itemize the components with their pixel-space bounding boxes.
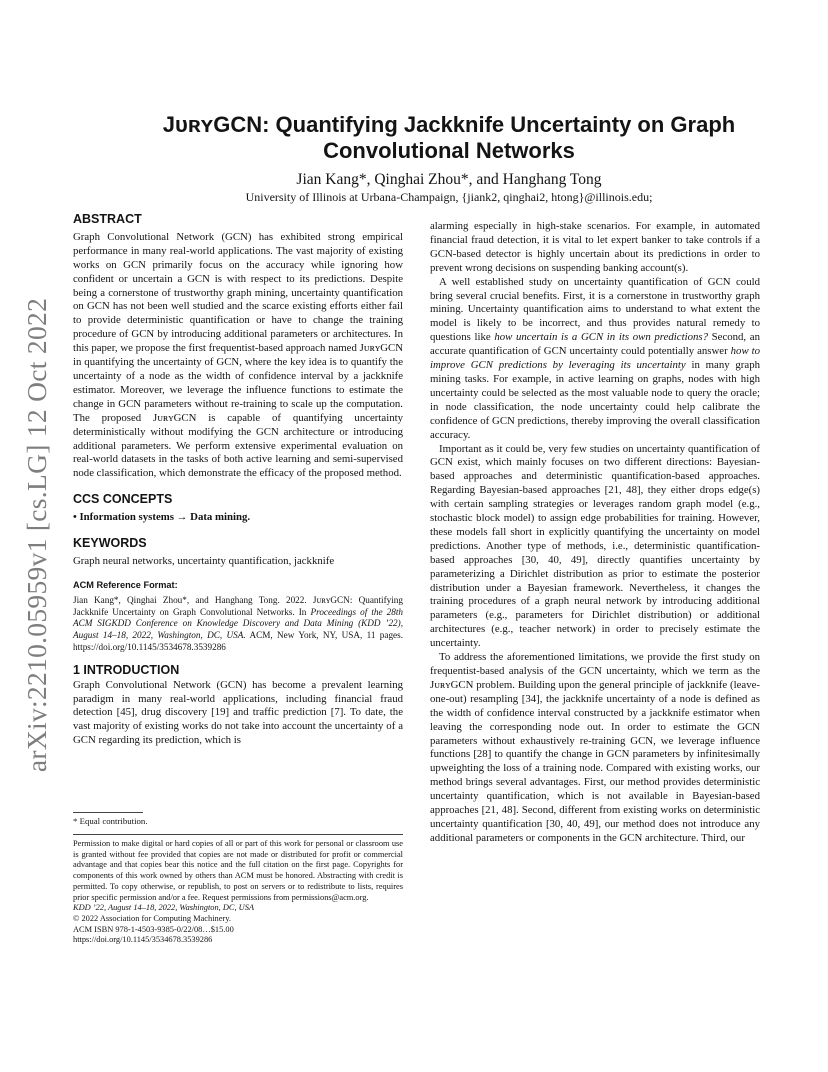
- intro-paragraph-2: [430, 276, 760, 443]
- arxiv-identifier: arXiv:2210.05959v1 [cs.LG] 12 Oct 2022: [21, 297, 52, 773]
- permission-text: Permission to make digital or hard copies of all or part of this work for personal or classroom use is granted without fee provided that copies are not made or distributed for profit or commercial advantage and that copies bear this notice and the full citation on the first page. Copyrights for components of this work owned by others than ACM must be honored. Abstracting with credit is permitted. To copy otherwise, or republish, to post on servers or to redistribute to lists, requires prior specific permission and/or a fee. Request permissions from permissions@acm.org.: [73, 839, 403, 902]
- keywords-text: Graph neural networks, uncertainty quantification, jackknife: [73, 554, 335, 567]
- left-column: [73, 213, 403, 748]
- permission-venue-text: KDD ’22, August 14–18, 2022, Washington, DC, USA: [73, 903, 255, 913]
- reference-format-heading: ACM Reference Format:: [73, 579, 178, 590]
- arxiv-sidebar: [12, 285, 62, 785]
- intro-paragraph-1: alarming especially in high-stake scenarios. For example, in automated financial fraud detection, it is vital to let expert banker to take controls if a GCN-based detector is highly uncertain about its predictions in order to prevent wrong decisions on suspending banking account(s).: [430, 220, 760, 274]
- intro-paragraph-4: To address the aforementioned limitations, we provide the first study on frequentist-based analysis of the GCN uncertainty, which we term as the JᴜʀʏGCN problem. Building upon the general principle of jackknife (leave-one-out) resampling [34], the jackknife uncertainty of a node is defined as the width of confidence interval constructed by a jackknife estimator when leaving the corresponding node out. In order to estimate the GCN parameters without exhaustively re-training GCN, we leverage influence functions [28] to quantify the change in GCN parameters by infinitesimally upweighting the loss of a training node. Compared with existing works, our method brings several advantages. First, our method provides deterministic uncertainty quantification, which is not available in Bayesian-based approaches [21, 48]. Second, different from existing works on deterministic uncertainty quantification [30, 40, 49], our method does not introduce any additional parameters or components in the GCN architecture. Third, our: [430, 651, 760, 844]
- abstract-heading: ABSTRACT: [73, 212, 142, 226]
- footnote-text: * Equal contribution.: [73, 816, 148, 826]
- intro-left-paragraph: Graph Convolutional Network (GCN) has become a prevalent learning paradigm in many real-world applications, including financial fraud detection [45], drug discovery [19] and traffic prediction [7]. To date, the vast majority of existing works do not take into account the uncertainty of a GCN regarding its prediction, which is: [73, 678, 403, 747]
- intro-p2-emphasis-1: how uncertain is a GCN in its own predictions?: [494, 331, 708, 344]
- reference-format-text: [73, 595, 403, 654]
- introduction-heading: 1 INTRODUCTION: [73, 662, 180, 677]
- intro-p2-part-a: A well established study on uncertainty quantification of GCN could bring several crucial benefits. First, it is a cornerstone in trustworthy graph mining. Uncertainty quantification aims to understand to what extent the model is likely to be incorrect, and thus provides natural remedy to questions like: [430, 275, 760, 344]
- permission-venue: [73, 903, 403, 914]
- permission-rule: [73, 834, 403, 835]
- intro-paragraph-3: Important as it could be, very few studies on uncertainty quantification of GCN exist, which mainly focuses on two different directions: Bayesian-based approaches and deterministic quantification-based approaches. Regarding Bayesian-based approaches [21, 48], they either drops edge(s) with certain sampling strategies or leverages random graph model (e.g., stochastic block model) to assign edge probabilities for training. However, these models fall short in explicitly quantifying the uncertainty on model predictions. Another type of methods, i.e., deterministic quantification-based approaches [30, 40, 49], directly quantifies uncertainty by parameterizing a Dirichlet distribution as prior to estimate the posterior distribution under a Bayesian framework. Nevertheless, it changes the training procedures of a graph neural network by introducing additional parameters (e.g., parameters for Dirichlet distribution) or additional architectures (e.g., teacher network) in order to precisely estimate the uncertainty.: [430, 442, 760, 650]
- intro-p2-emphasis-2: how to improve GCN predictions by leveraging its uncertainty: [430, 345, 760, 372]
- author-list: Jian Kang*, Qinghai Zhou*, and Hanghang Tong: [296, 171, 602, 188]
- title-line-1: JᴜʀʏGCN: Quantifying Jackknife Uncertainty on Graph: [162, 112, 736, 137]
- title-line-2: Convolutional Networks: [323, 138, 575, 163]
- footnote: [73, 816, 403, 827]
- keywords-heading: KEYWORDS: [73, 536, 147, 551]
- reference-format-part2: ACM, New York, NY, USA, 11 pages. https://doi.org/10.1145/3534678.3539286: [73, 630, 403, 652]
- affiliation: University of Illinois at Urbana-Champaign, {jiank2, qinghai2, htong}@illinois.edu;: [245, 190, 653, 204]
- right-column: [430, 220, 760, 846]
- intro-p2-part-c: in many graph mining tasks. For example, in active learning on graphs, nodes with high uncertainty could be selected as the most valuable node to query the oracle; in node classification, the node uncertainty could help calibrate the confidence of GCN predictions, thereby improving the overall classification accuracy.: [430, 359, 760, 441]
- abstract-text: Graph Convolutional Network (GCN) has exhibited strong empirical performance in many real-world applications. The vast majority of existing works on GCN primarily focus on the accuracy while ignoring how confident or uncertain a GCN is with respect to its predictions. Despite being a cornerstone of trustworthy graph mining, uncertainty quantification on GCN has not been well studied and the scarce existing efforts either fail to provide deterministic quantification or have to change the training procedure of GCN by introducing additional parameters or architectures. In this paper, we propose the first frequentist-based approach named JᴜʀʏGCN in quantifying the uncertainty of GCN, where the key idea is to quantify the uncertainty of a node as the width of confidence interval by a jackknife estimator. Moreover, we leverage the influence functions to estimate the change in GCN parameters without re-training to scale up the computation. The proposed JᴜʀʏGCN is capable of quantifying uncertainty deterministically without modifying the GCN architecture or introducing additional parameters. We perform extensive experimental evaluation on real-world datasets in the tasks of both active learning and semi-supervised node classification, which demonstrate the efficacy of the proposed method.: [73, 230, 403, 480]
- paper-title: [70, 112, 828, 164]
- intro-p2-part-b: Second, an accurate quantification of GCN uncertainty could potentially answer: [430, 331, 760, 358]
- reference-format-part1: Jian Kang*, Qinghai Zhou*, and Hanghang Tong. 2022. JᴜʀʏGCN: Quantifying Jackknife Uncertainty on Graph Convolutional Networks. In: [73, 594, 403, 617]
- footnote-rule: [73, 812, 143, 813]
- ccs-heading: CCS CONCEPTS: [73, 492, 173, 507]
- permission-doi: https://doi.org/10.1145/3534678.3539286: [73, 935, 213, 945]
- permission-isbn: ACM ISBN 978-1-4503-9385-0/22/08…$15.00: [73, 924, 234, 934]
- permission-block: [73, 839, 403, 946]
- permission-copyright: © 2022 Association for Computing Machinery.: [73, 913, 231, 923]
- reference-format-venue: Proceedings of the 28th ACM SIGKDD Conference on Knowledge Discovery and Data Mining (KDD ’22), August 14–18, 2022, Washington, DC, USA.: [73, 606, 403, 641]
- ccs-text: • Information systems → Data mining.: [73, 511, 251, 524]
